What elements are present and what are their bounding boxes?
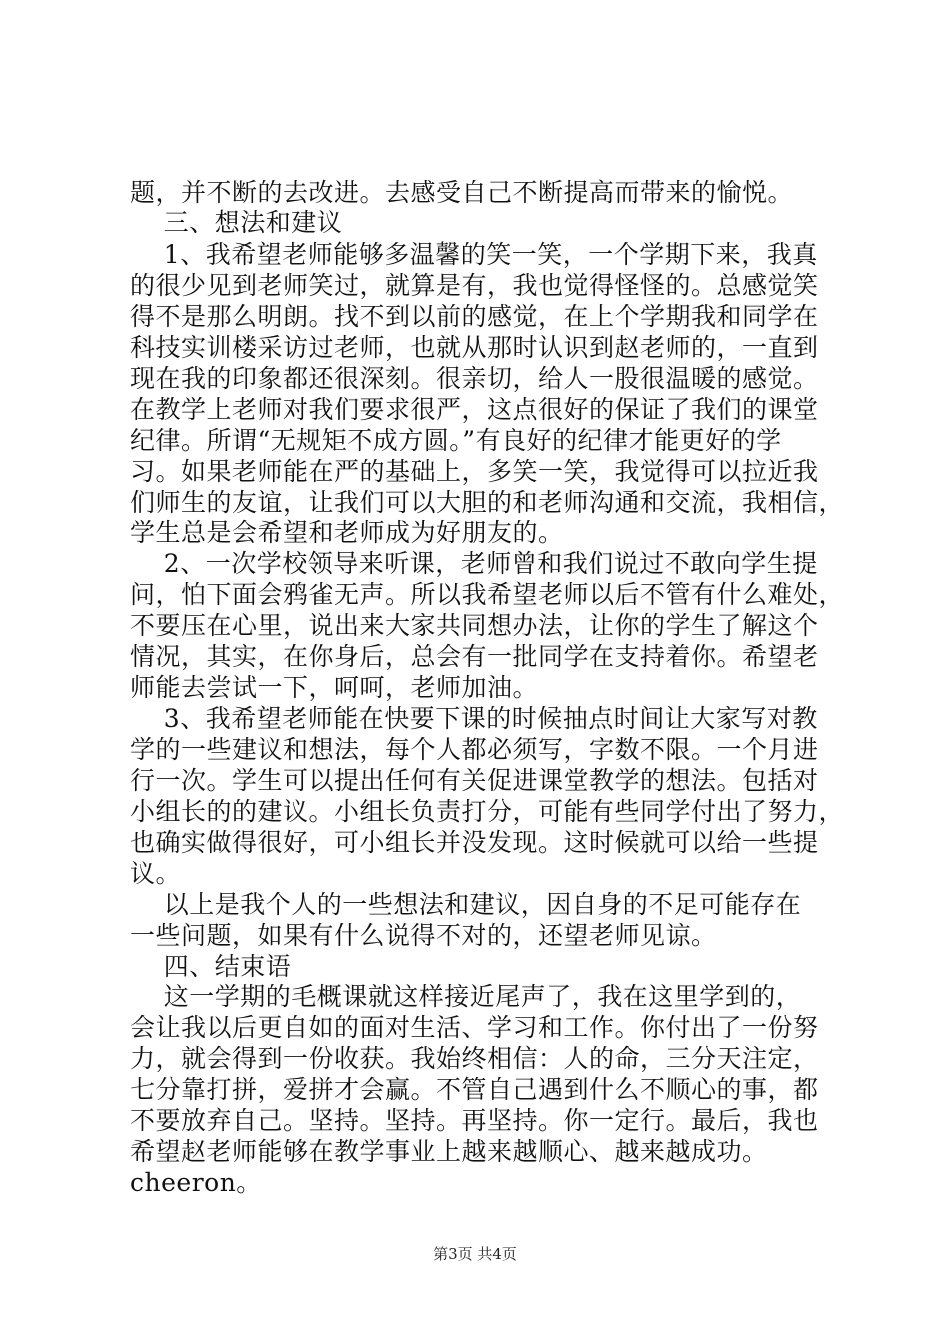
text-line: 现在我的印象都还很深刻。很亲切，给人一股很温暖的感觉。	[130, 364, 819, 393]
text-line: 一些问题，如果有什么说得不对的，还望老师见谅。	[130, 921, 717, 950]
text-line: 纪律。所谓“无规矩不成方圆。”有良好的纪律才能更好的学	[130, 426, 782, 455]
text-line: 学的一些建议和想法，每个人都必须写，字数不限。一个月进	[130, 735, 819, 764]
text-line: 以上是我个人的一些想法和建议，因自身的不足可能存在	[130, 890, 802, 919]
text-line: 小组长的的建议。小组长负责打分，可能有些同学付出了努力，	[130, 797, 845, 826]
text-line: 不要压在心里，说出来大家共同想办法，让你的学生了解这个	[130, 611, 819, 640]
text-line: 的很少见到老师笑过，就算是有，我也觉得怪怪的。总感觉笑	[130, 271, 819, 300]
text-line: 会让我以后更自如的面对生活、学习和工作。你付出了一份努	[130, 1013, 819, 1042]
section-heading: 三、想法和建议	[130, 208, 343, 237]
text-line: 2、一次学校领导来听课，老师曾和我们说过不敢向学生提	[130, 549, 818, 578]
text-line: 行一次。学生可以提出任何有关促进课堂教学的想法。包括对	[130, 766, 819, 795]
text-line: 不要放弃自己。坚持。坚持。再坚持。你一定行。最后，我也	[130, 1106, 819, 1135]
text-line: 得不是那么明朗。找不到以前的感觉，在上个学期我和同学在	[130, 302, 819, 331]
text-line: 题，并不断的去改进。去感受自己不断提高而带来的愉悦。	[130, 178, 794, 207]
text-line: 七分靠打拼，爱拼才会赢。不管自己遇到什么不顺心的事，都	[130, 1075, 819, 1104]
text-line: 问，怕下面会鸦雀无声。所以我希望老师以后不管有什么难处，	[130, 580, 845, 609]
text-line: 师能去尝试一下，呵呵，老师加油。	[130, 673, 539, 702]
text-line: 希望赵老师能够在教学事业上越来越顺心、越来越成功。	[130, 1137, 768, 1166]
text-line: 议。	[130, 859, 182, 888]
text-line: 情况，其实，在你身后，总会有一批同学在支持着你。希望老	[130, 642, 819, 671]
text-line: 科技实训楼采访过老师，也就从那时认识到赵老师的，一直到	[130, 333, 819, 362]
text-line: 学生总是会希望和老师成为好朋友的。	[130, 518, 564, 547]
section-heading: 四、结束语	[130, 952, 292, 981]
text-line: 在教学上老师对我们要求很严，这点很好的保证了我们的课堂	[130, 395, 819, 424]
text-line: 这一学期的毛概课就这样接近尾声了，我在这里学到的，	[130, 982, 802, 1011]
text-line: 3、我希望老师能在快要下课的时候抽点时间让大家写对教	[130, 704, 818, 733]
text-line: cheeron。	[130, 1168, 262, 1197]
page-number: 第3页 共4页	[433, 1245, 517, 1263]
text-line: 们师生的友谊，让我们可以大胆的和老师沟通和交流，我相信，	[130, 488, 845, 517]
text-line: 1、我希望老师能够多温馨的笑一笑，一个学期下来，我真	[130, 240, 818, 269]
text-line: 也确实做得很好，可小组长并没发现。这时候就可以给一些提	[130, 828, 819, 857]
text-line: 习。如果老师能在严的基础上，多笑一笑，我觉得可以拉近我	[130, 457, 819, 486]
text-line: 力，就会得到一份收获。我始终相信：人的命，三分天注定，	[130, 1044, 819, 1073]
